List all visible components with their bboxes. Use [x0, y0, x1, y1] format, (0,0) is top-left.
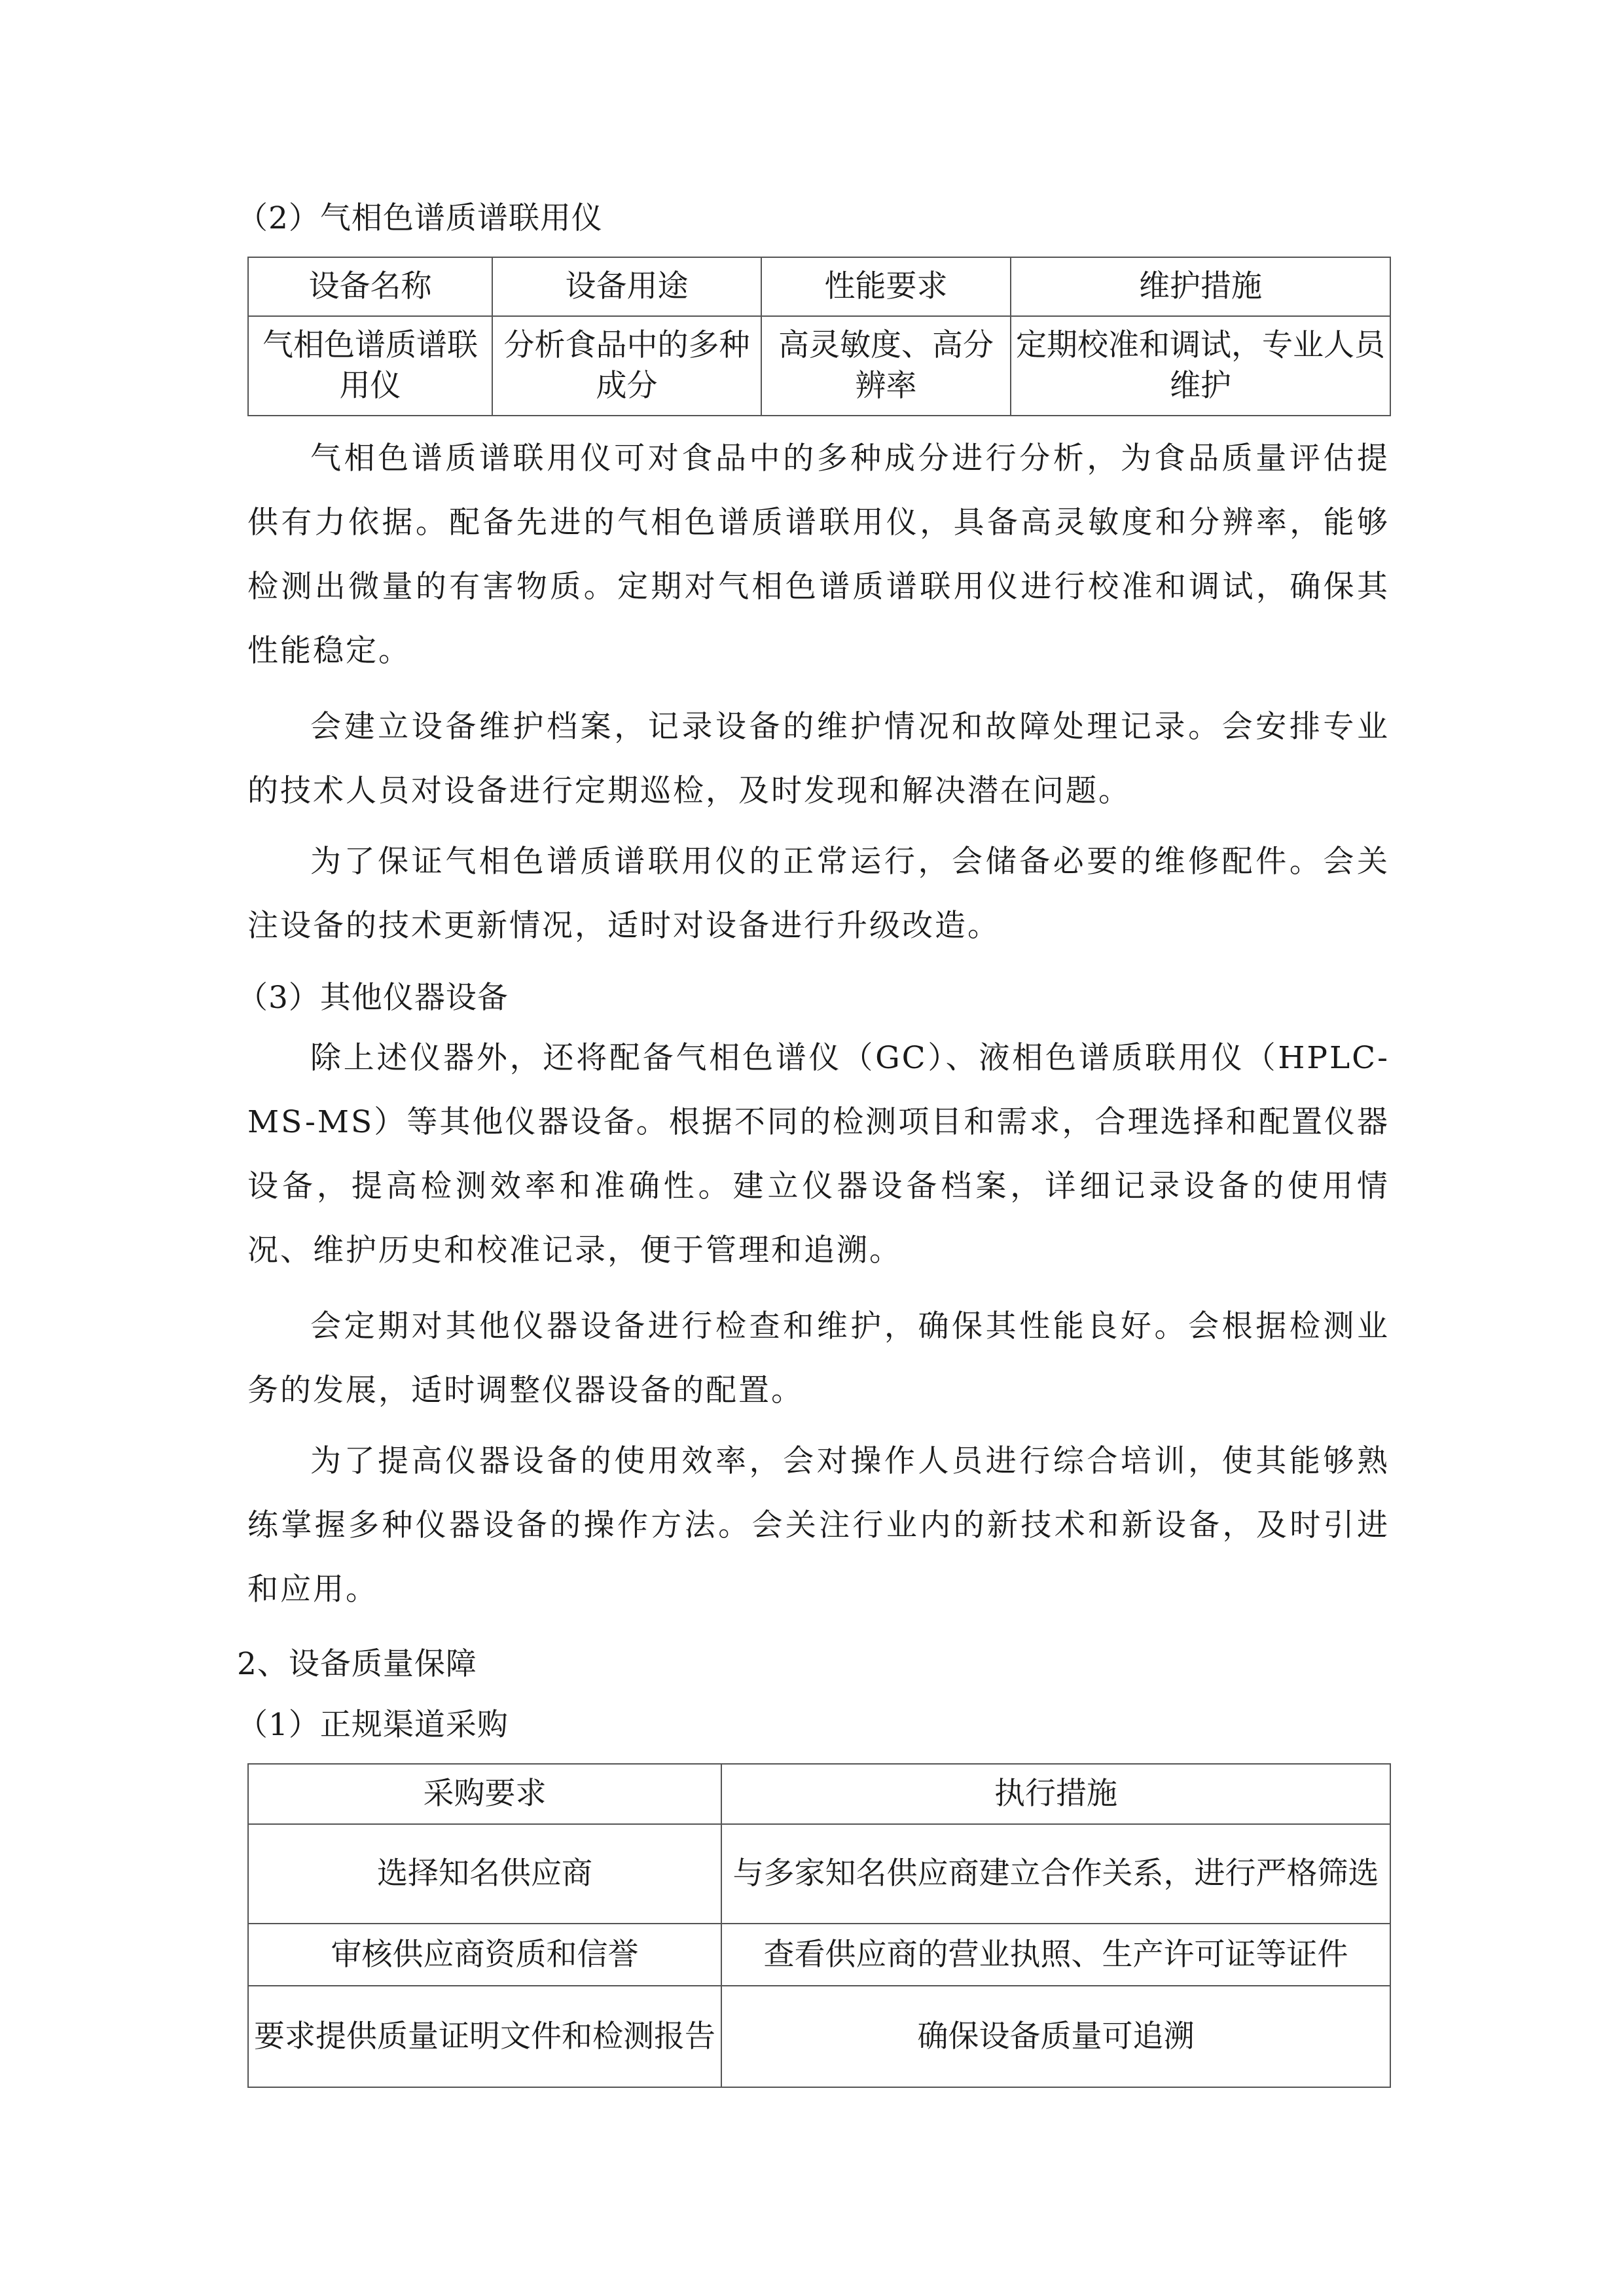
paragraph: 会建立设备维护档案，记录设备的维护情况和故障处理记录。会安排专业的技术人员对设备进行定期巡检，及时发现和解决潜在问题。 — [247, 709, 1390, 809]
heading-equipment-quality: 2、设备质量保障 — [237, 1646, 477, 1682]
table-cell: 与多家知名供应商建立合作关系，进行严格筛选 — [721, 1824, 1390, 1924]
table-cell: 确保设备质量可追溯 — [721, 1986, 1390, 2087]
table-row — [248, 1824, 1390, 1924]
procurement-table-header-row — [248, 1764, 1390, 1824]
heading-other-instruments: （3）其他仪器设备 — [237, 980, 509, 1016]
table-cell: 定期校准和调试，专业人员维护 — [1011, 316, 1390, 416]
table-cell: 高灵敏度、高分辨率 — [761, 316, 1011, 416]
table-header-cell: 采购要求 — [248, 1764, 721, 1824]
heading-gcms: （2）气相色谱质谱联用仪 — [237, 200, 603, 236]
heading-procurement: （1）正规渠道采购 — [237, 1707, 509, 1743]
procurement-table — [247, 1763, 1391, 2088]
table-header-cell: 执行措施 — [721, 1764, 1390, 1824]
paragraph: 为了保证气相色谱质谱联用仪的正常运行，会储备必要的维修配件。会关注设备的技术更新情况，适时对设备进行升级改造。 — [247, 844, 1390, 944]
table-cell: 审核供应商资质和信誉 — [248, 1924, 721, 1986]
gcms-table — [247, 257, 1391, 416]
table-row — [248, 316, 1390, 416]
paragraph: 气相色谱质谱联用仪可对食品中的多种成分进行分析，为食品质量评估提供有力依据。配备先进的气相色谱质谱联用仪，具备高灵敏度和分辨率，能够检测出微量的有害物质。定期对气相色谱质谱联用仪进行校准和调试，确保其性能稳定。 — [247, 440, 1390, 669]
table-header-cell: 设备用途 — [492, 257, 761, 316]
paragraph: 除上述仪器外，还将配备气相色谱仪（GC）、液相色谱质联用仪（HPLC-MS-MS）等其他仪器设备。根据不同的检测项目和需求，合理选择和配置仪器设备，提高检测效率和准确性。建立仪器设备档案，详细记录设备的使用情况、维护历史和校准记录，便于管理和追溯。 — [247, 1040, 1390, 1268]
table-cell: 分析食品中的多种成分 — [492, 316, 761, 416]
paragraph: 为了提高仪器设备的使用效率，会对操作人员进行综合培训，使其能够熟练掌握多种仪器设备的操作方法。会关注行业内的新技术和新设备，及时引进和应用。 — [247, 1443, 1390, 1607]
table-row — [248, 1986, 1390, 2087]
table-cell: 查看供应商的营业执照、生产许可证等证件 — [721, 1924, 1390, 1986]
table-cell: 气相色谱质谱联用仪 — [248, 316, 492, 416]
gcms-table-header-row — [248, 257, 1390, 316]
table-header-cell: 维护措施 — [1011, 257, 1390, 316]
table-header-cell: 性能要求 — [761, 257, 1011, 316]
table-cell: 选择知名供应商 — [248, 1824, 721, 1924]
table-header-cell: 设备名称 — [248, 257, 492, 316]
table-cell: 要求提供质量证明文件和检测报告 — [248, 1986, 721, 2087]
table-row — [248, 1924, 1390, 1986]
paragraph: 会定期对其他仪器设备进行检查和维护，确保其性能良好。会根据检测业务的发展，适时调整仪器设备的配置。 — [247, 1308, 1390, 1408]
